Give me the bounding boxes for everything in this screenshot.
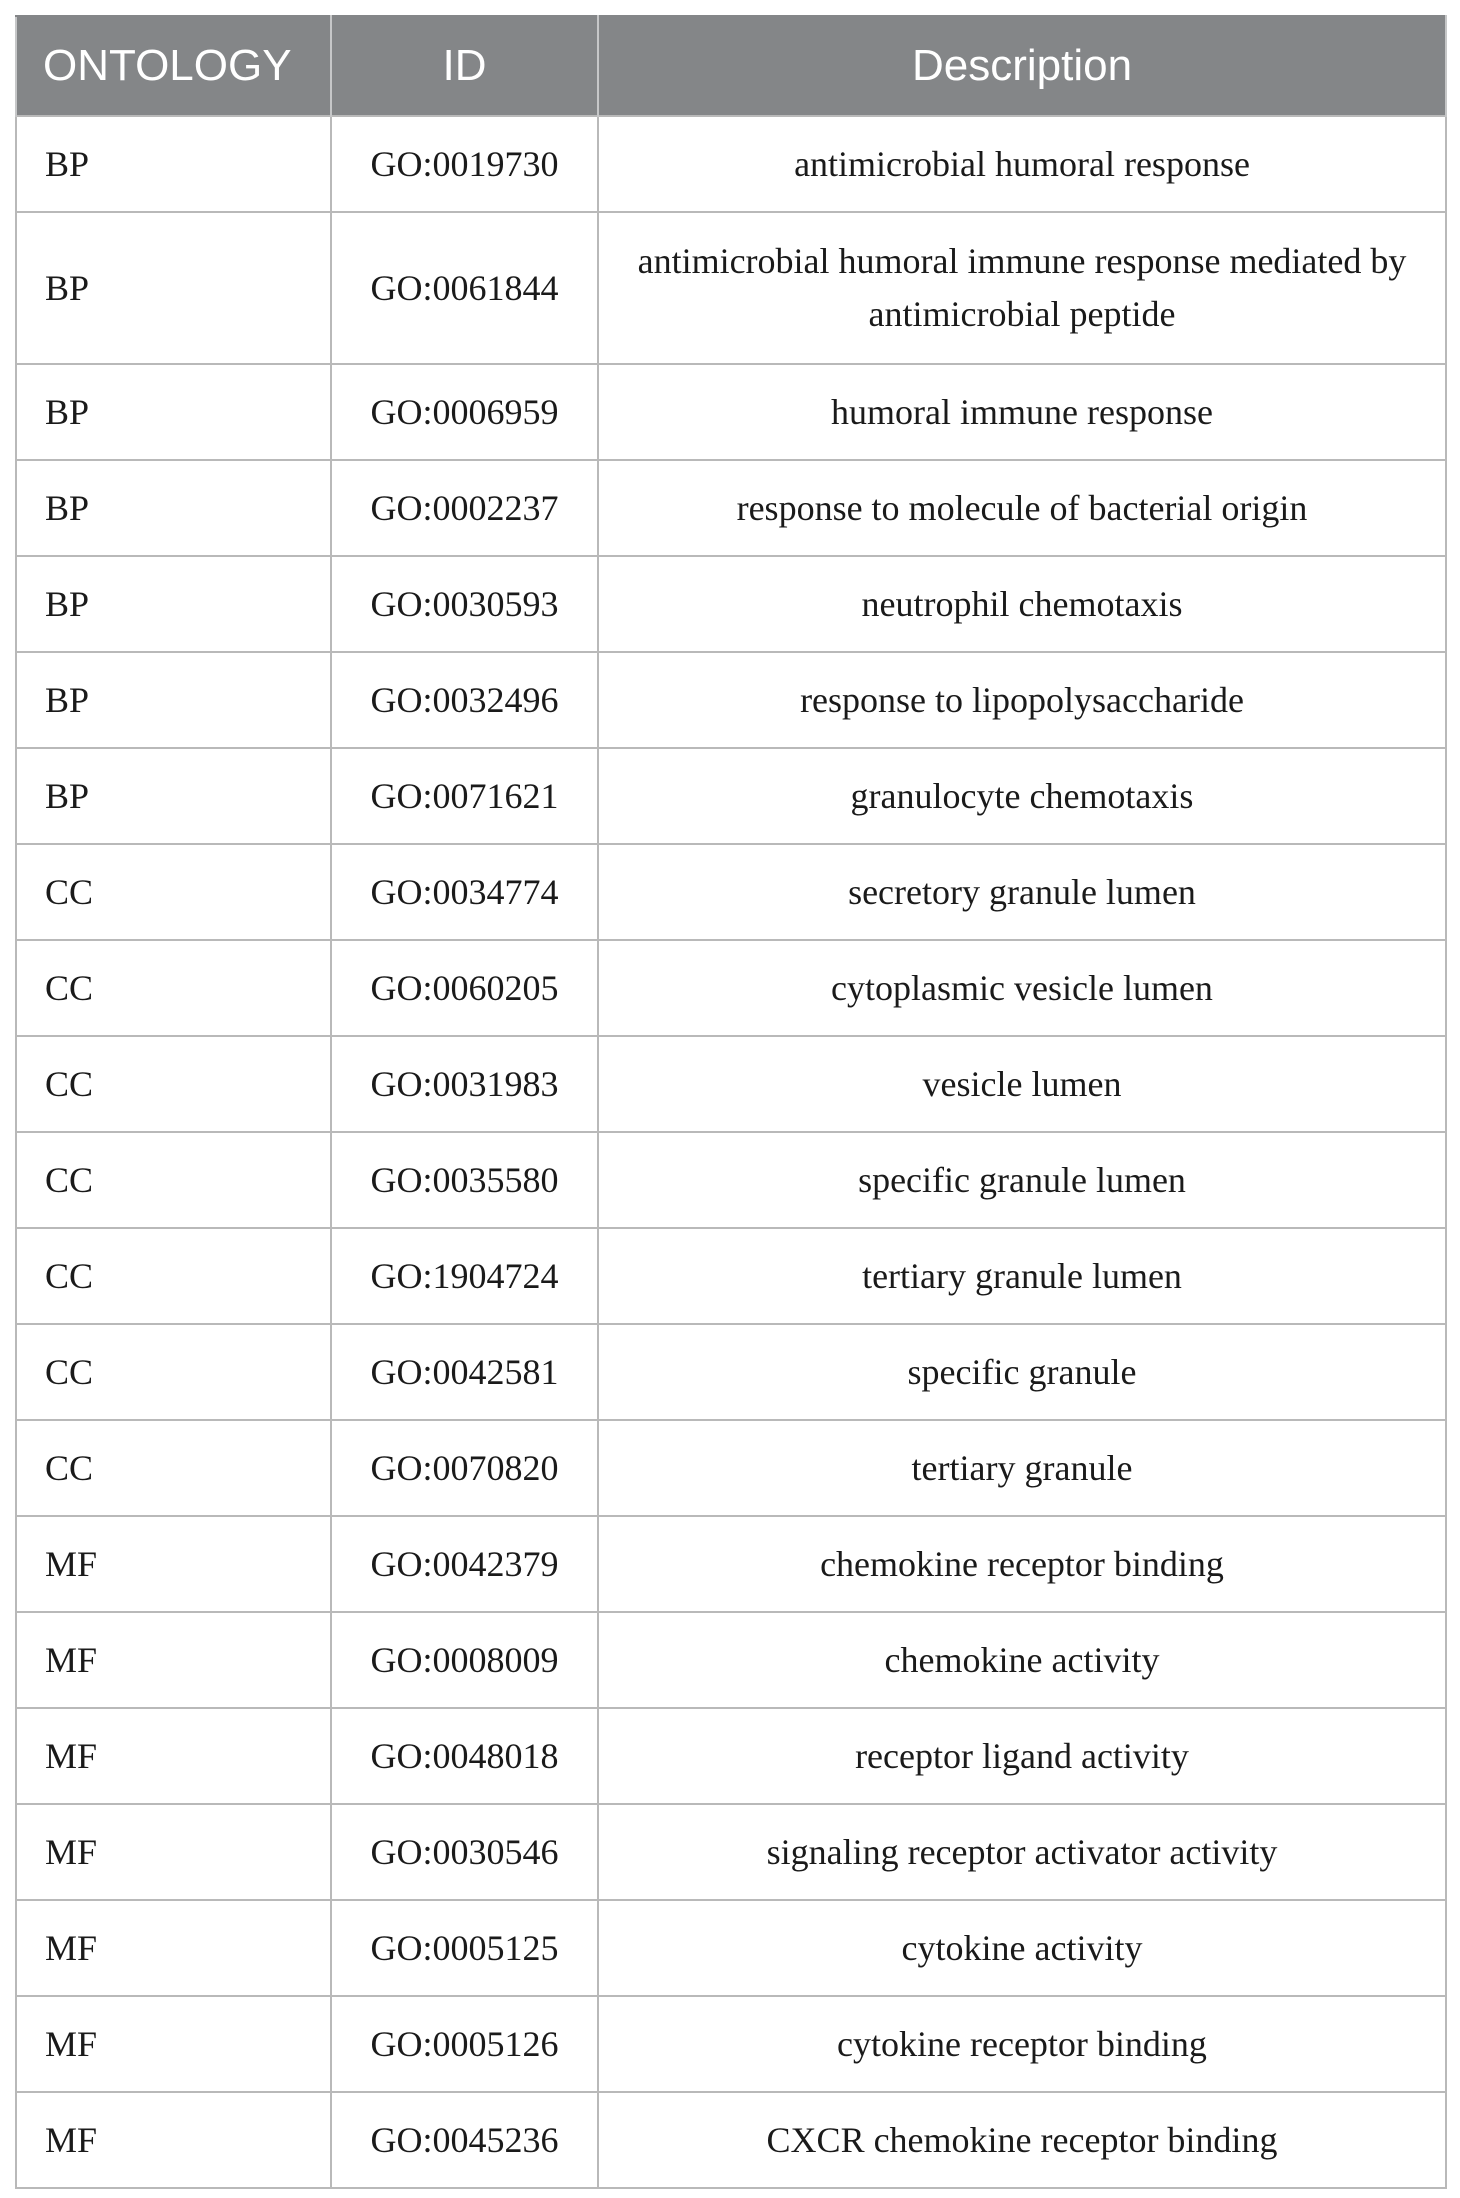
description-cell: tertiary granule lumen [598, 1228, 1446, 1324]
ontology-cell: MF [16, 1804, 331, 1900]
description-cell: response to molecule of bacterial origin [598, 460, 1446, 556]
table-row [16, 1228, 1446, 1324]
table-row [16, 556, 1446, 652]
go-id-cell: GO:0030593 [331, 556, 598, 652]
header-description: Description [598, 16, 1446, 116]
go-id-cell: GO:0042379 [331, 1516, 598, 1612]
ontology-cell: MF [16, 1612, 331, 1708]
table-row [16, 844, 1446, 940]
description-cell: neutrophil chemotaxis [598, 556, 1446, 652]
table-row [16, 1036, 1446, 1132]
table-row [16, 1708, 1446, 1804]
description-cell: cytoplasmic vesicle lumen [598, 940, 1446, 1036]
go-id-cell: GO:0002237 [331, 460, 598, 556]
go-id-cell: GO:0035580 [331, 1132, 598, 1228]
header-ontology: ONTOLOGY [16, 16, 331, 116]
table-row [16, 1516, 1446, 1612]
go-id-cell: GO:0034774 [331, 844, 598, 940]
table-row [16, 1900, 1446, 1996]
table-row [16, 940, 1446, 1036]
table-row [16, 212, 1446, 364]
go-id-cell: GO:0061844 [331, 212, 598, 364]
ontology-cell: BP [16, 116, 331, 212]
ontology-cell: BP [16, 460, 331, 556]
ontology-cell: BP [16, 212, 331, 364]
go-id-cell: GO:0070820 [331, 1420, 598, 1516]
description-cell: secretory granule lumen [598, 844, 1446, 940]
description-cell: signaling receptor activator activity [598, 1804, 1446, 1900]
go-id-cell: GO:0071621 [331, 748, 598, 844]
table-row [16, 748, 1446, 844]
description-cell: receptor ligand activity [598, 1708, 1446, 1804]
description-cell: cytokine activity [598, 1900, 1446, 1996]
header-id: ID [331, 16, 598, 116]
table-row [16, 364, 1446, 460]
table-row [16, 1996, 1446, 2092]
go-id-cell: GO:0030546 [331, 1804, 598, 1900]
description-cell: chemokine activity [598, 1612, 1446, 1708]
table-row [16, 1420, 1446, 1516]
description-cell: cytokine receptor binding [598, 1996, 1446, 2092]
go-id-cell: GO:1904724 [331, 1228, 598, 1324]
table-row [16, 1132, 1446, 1228]
ontology-cell: MF [16, 1900, 331, 1996]
description-cell: antimicrobial humoral response [598, 116, 1446, 212]
description-cell: CXCR chemokine receptor binding [598, 2092, 1446, 2188]
go-id-cell: GO:0019730 [331, 116, 598, 212]
ontology-cell: CC [16, 940, 331, 1036]
go-id-cell: GO:0005126 [331, 1996, 598, 2092]
table-row [16, 1612, 1446, 1708]
description-cell: granulocyte chemotaxis [598, 748, 1446, 844]
description-cell: tertiary granule [598, 1420, 1446, 1516]
ontology-cell: CC [16, 844, 331, 940]
description-cell: chemokine receptor binding [598, 1516, 1446, 1612]
description-cell: specific granule lumen [598, 1132, 1446, 1228]
ontology-cell: BP [16, 364, 331, 460]
ontology-cell: CC [16, 1132, 331, 1228]
ontology-cell: CC [16, 1228, 331, 1324]
table-row [16, 1324, 1446, 1420]
ontology-cell: MF [16, 2092, 331, 2188]
go-id-cell: GO:0048018 [331, 1708, 598, 1804]
description-cell: humoral immune response [598, 364, 1446, 460]
description-cell: response to lipopolysaccharide [598, 652, 1446, 748]
table-row [16, 2092, 1446, 2188]
ontology-cell: CC [16, 1036, 331, 1132]
go-id-cell: GO:0005125 [331, 1900, 598, 1996]
ontology-cell: BP [16, 652, 331, 748]
table-body [16, 116, 1446, 2188]
table-row [16, 116, 1446, 212]
header-row [16, 16, 1446, 116]
ontology-cell: BP [16, 748, 331, 844]
description-cell: specific granule [598, 1324, 1446, 1420]
go-enrichment-table [15, 15, 1447, 2189]
table-row [16, 652, 1446, 748]
ontology-cell: MF [16, 1996, 331, 2092]
table-row [16, 1804, 1446, 1900]
go-id-cell: GO:0060205 [331, 940, 598, 1036]
description-cell: antimicrobial humoral immune response mediated by antimicrobial peptide [598, 212, 1446, 364]
go-id-cell: GO:0042581 [331, 1324, 598, 1420]
go-id-cell: GO:0045236 [331, 2092, 598, 2188]
ontology-cell: CC [16, 1324, 331, 1420]
table-row [16, 460, 1446, 556]
go-id-cell: GO:0008009 [331, 1612, 598, 1708]
go-id-cell: GO:0006959 [331, 364, 598, 460]
ontology-cell: CC [16, 1420, 331, 1516]
ontology-cell: MF [16, 1708, 331, 1804]
description-cell: vesicle lumen [598, 1036, 1446, 1132]
ontology-cell: MF [16, 1516, 331, 1612]
go-id-cell: GO:0031983 [331, 1036, 598, 1132]
ontology-cell: BP [16, 556, 331, 652]
go-id-cell: GO:0032496 [331, 652, 598, 748]
